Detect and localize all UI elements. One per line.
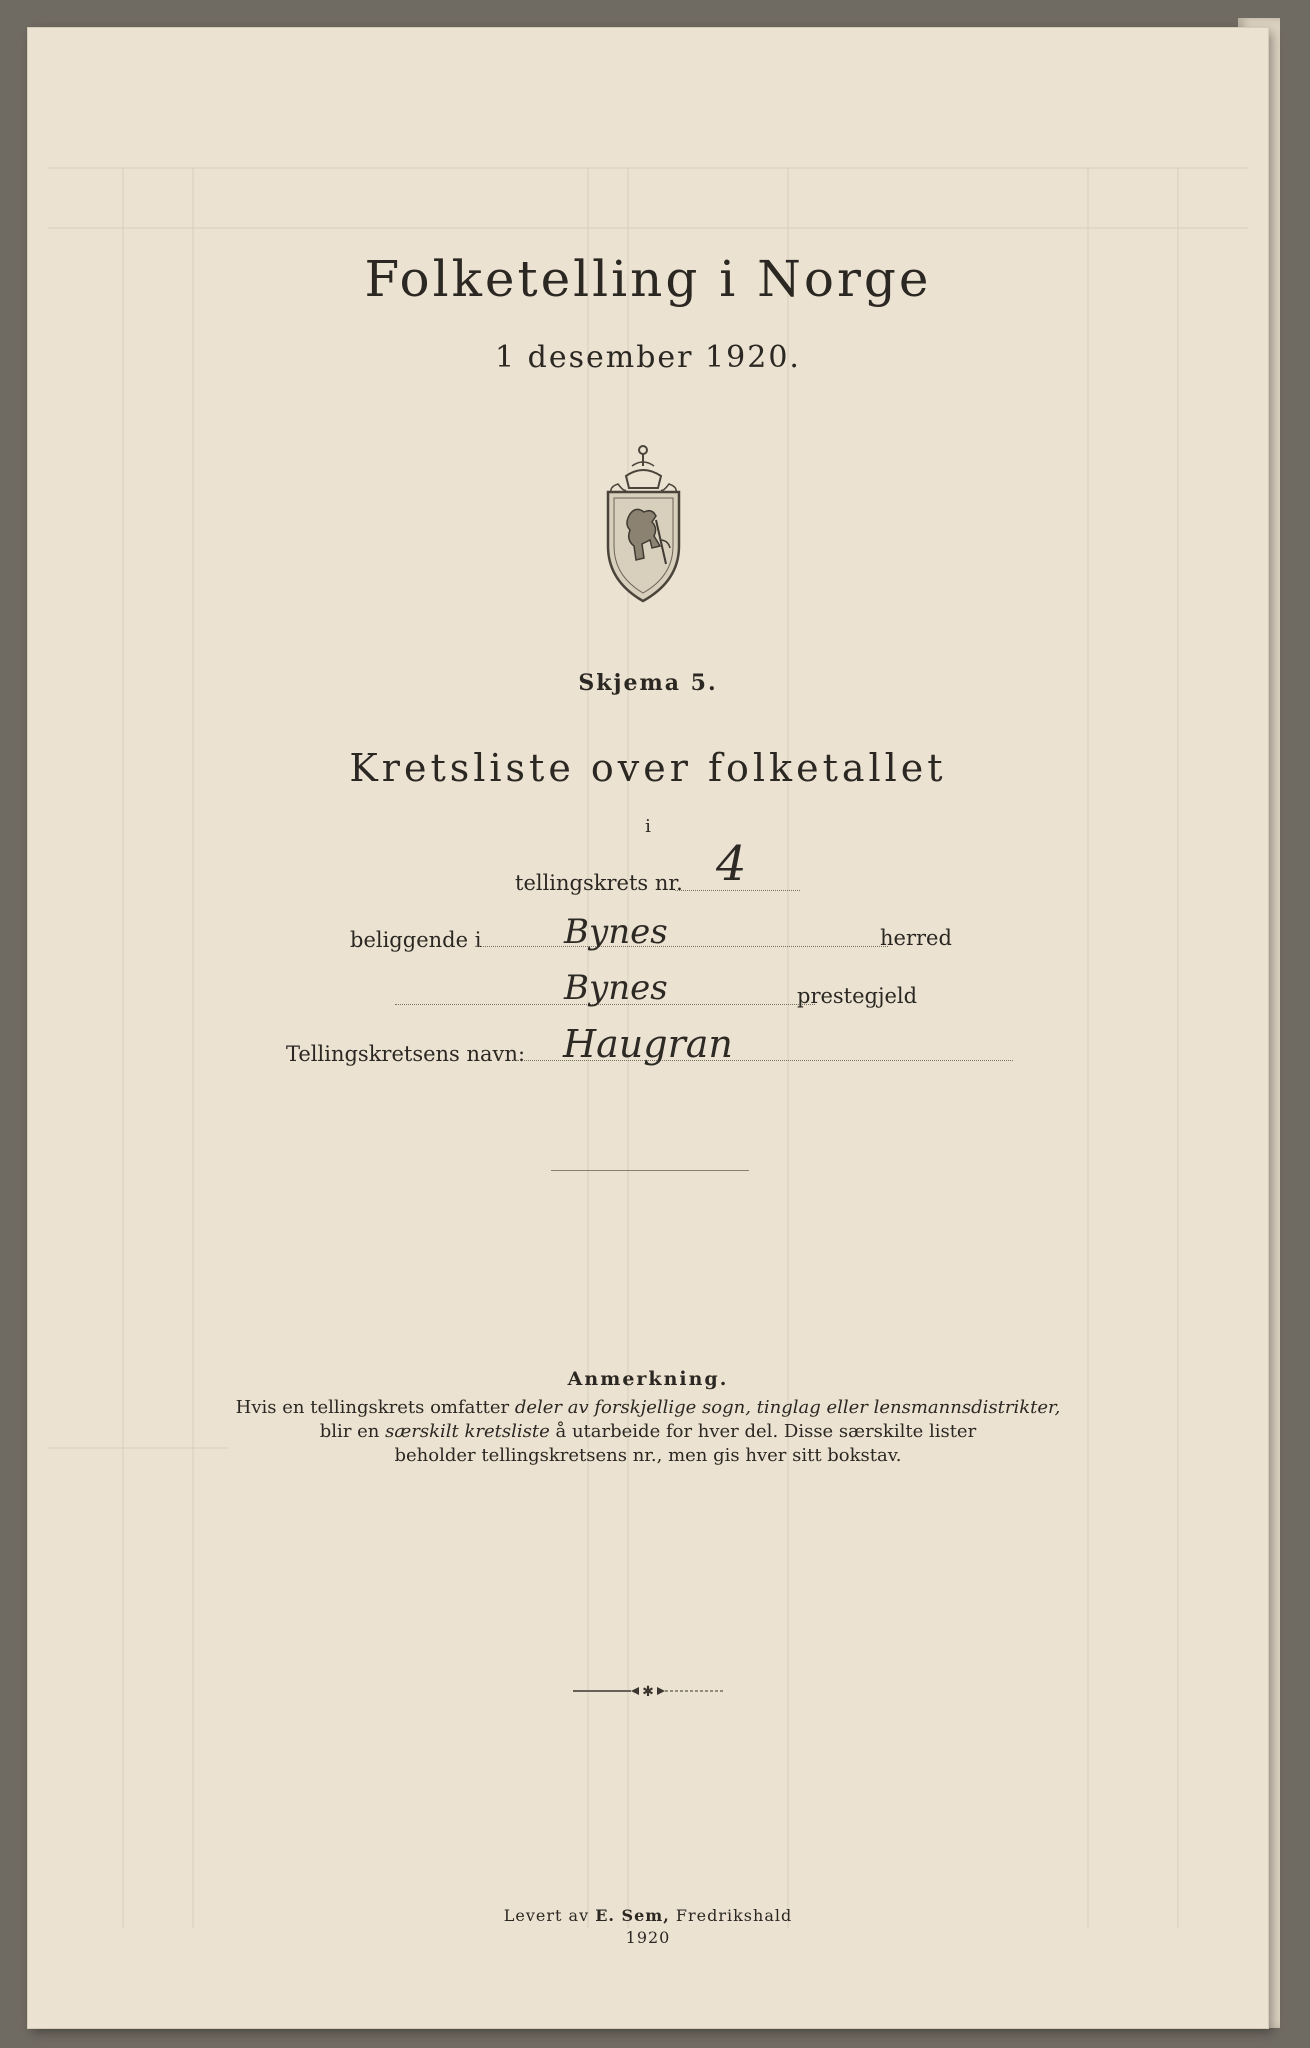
beliggende-value: Bynes (564, 912, 668, 952)
census-date: 1 desember 1920. (495, 340, 801, 375)
anmerkning-line-2-start: blir en (319, 1421, 386, 1442)
separator-rule (551, 1170, 749, 1171)
beliggende-line (476, 946, 888, 947)
printer-year: 1920 (625, 1928, 671, 1947)
form-heading: Kretsliste over folketallet (349, 746, 947, 790)
anmerkning-line-2-end: å utarbeide for hver del. Disse særskilte lister (549, 1421, 977, 1442)
printer-prefix: Levert av (503, 1906, 596, 1925)
anmerkning-title: Anmerkning. (567, 1368, 729, 1390)
census-form-page (28, 28, 1268, 2028)
preposition-i: i (645, 816, 651, 837)
anmerkning-line-3: beholder tellingskretsens nr., men gis hver sitt bokstav. (394, 1445, 902, 1466)
printer-place: Fredrikshald (669, 1906, 793, 1925)
prestegjeld-value: Bynes (564, 968, 668, 1008)
anmerkning-line-1-plain: Hvis en tellingskrets omfatter (235, 1397, 515, 1418)
tellingskrets-value: 4 (716, 836, 747, 892)
beliggende-label: beliggende i (350, 928, 482, 952)
printer-credit (28, 1905, 1268, 1949)
tellingskrets-label: tellingskrets nr. (515, 871, 683, 895)
svg-text:✱: ✱ (642, 1684, 654, 1698)
navn-label: Tellingskretsens navn: (286, 1042, 526, 1066)
herred-label: herred (880, 926, 952, 950)
schema-number: Skjema 5. (578, 670, 718, 696)
anmerkning-line-1-italic: deler av forskjellige sogn, tinglag eller lensmannsdistrikter, (514, 1397, 1061, 1418)
anmerkning-line-2-italic: særskilt kretsliste (385, 1421, 550, 1442)
printer-name: E. Sem, (595, 1906, 670, 1925)
norwegian-coat-of-arms-icon (596, 436, 691, 606)
divider-ornament-icon (573, 1684, 723, 1698)
prestegjeld-label: prestegjeld (797, 984, 918, 1008)
document-title: Folketelling i Norge (364, 250, 932, 308)
navn-value: Haugran (563, 1022, 733, 1066)
anmerkning-line-1 (28, 1396, 1268, 1420)
anmerkning-line-2 (28, 1420, 1268, 1444)
